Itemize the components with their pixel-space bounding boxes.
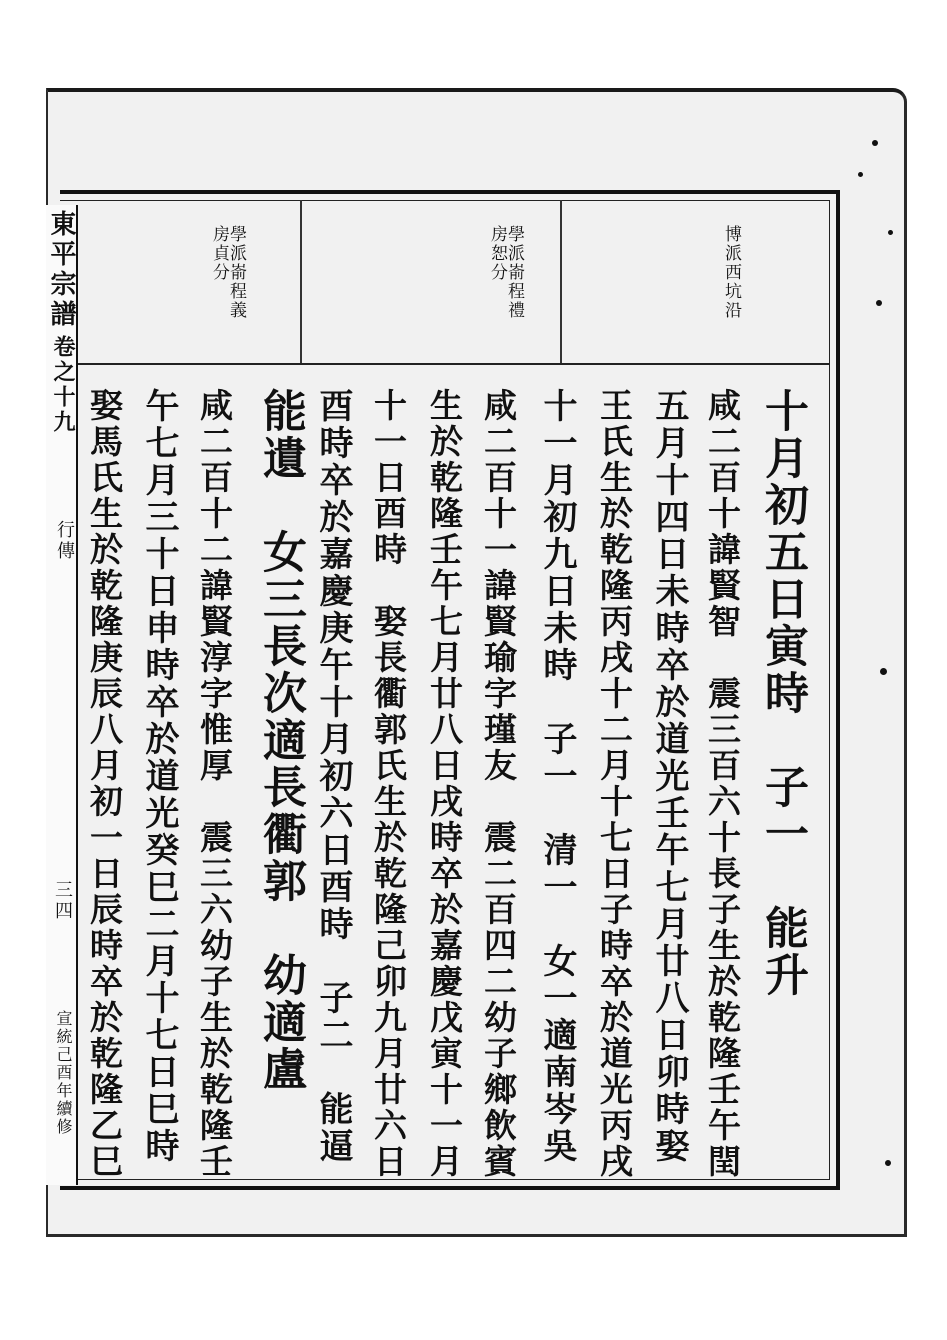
text-column-13: 娶馬氏生於乾隆庚辰八月初一日辰時卒於乾隆乙巳	[85, 388, 124, 1180]
header-note-2: 學派嵛程禮房恕分	[487, 225, 524, 320]
volume-label: 卷之十九	[50, 335, 76, 435]
section-label: 行傳	[54, 520, 75, 562]
header-column-rule	[300, 200, 302, 363]
text-column-3: 五月十四日未時卒於道光壬午七月廿八日卯時娶	[649, 388, 689, 1165]
edition-note: 宣統己酉年續修	[54, 1010, 73, 1136]
folio-number: 三四	[52, 880, 73, 922]
text-column-9: 酉時卒於嘉慶庚午十月初六日酉時 子二 能逼	[313, 388, 353, 1165]
text-column-10: 能遺 女三長次適長衢郭 幼適盧	[255, 388, 306, 1093]
text-column-11: 咸二百十二諱賢淳字惟厚 震三六幼子生於乾隆壬	[195, 388, 234, 1180]
header-divider	[78, 363, 830, 365]
text-column-7: 生於乾隆壬午七月廿八日戌時卒於嘉慶戊寅十一月	[425, 388, 464, 1180]
book-title: 東平宗譜	[46, 210, 76, 330]
text-column-1: 十月初五日寅時 子一 能升	[757, 388, 808, 999]
text-column-2: 咸二百十諱賢智 震三百六十長子生於乾隆壬午閏	[703, 388, 742, 1180]
text-column-6: 咸二百十一諱賢瑜字瑾友 震二百四二幼子鄉飲賓	[479, 388, 518, 1180]
text-column-12: 午七月三十日申時卒於道光癸巳二月十七日巳時	[139, 388, 179, 1165]
ink-speck	[876, 300, 882, 306]
ink-speck	[858, 172, 863, 177]
ink-speck	[872, 140, 878, 146]
text-column-8: 十一日酉時 娶長衢郭氏生於乾隆己卯九月廿六日	[369, 388, 408, 1180]
text-column-4: 王氏生於乾隆丙戌十二月十七日子時卒於道光丙戌	[595, 388, 634, 1180]
ink-speck	[888, 230, 893, 235]
header-column-rule	[560, 200, 562, 363]
ink-speck	[880, 668, 887, 675]
ink-speck	[885, 1160, 891, 1166]
header-note-1: 博派西坑沿	[721, 225, 741, 320]
header-note-3: 學派嵛程義房貞分	[209, 225, 246, 320]
text-column-5: 十一月初九日未時 子一 清一 女一適南岑吳	[537, 388, 577, 1165]
